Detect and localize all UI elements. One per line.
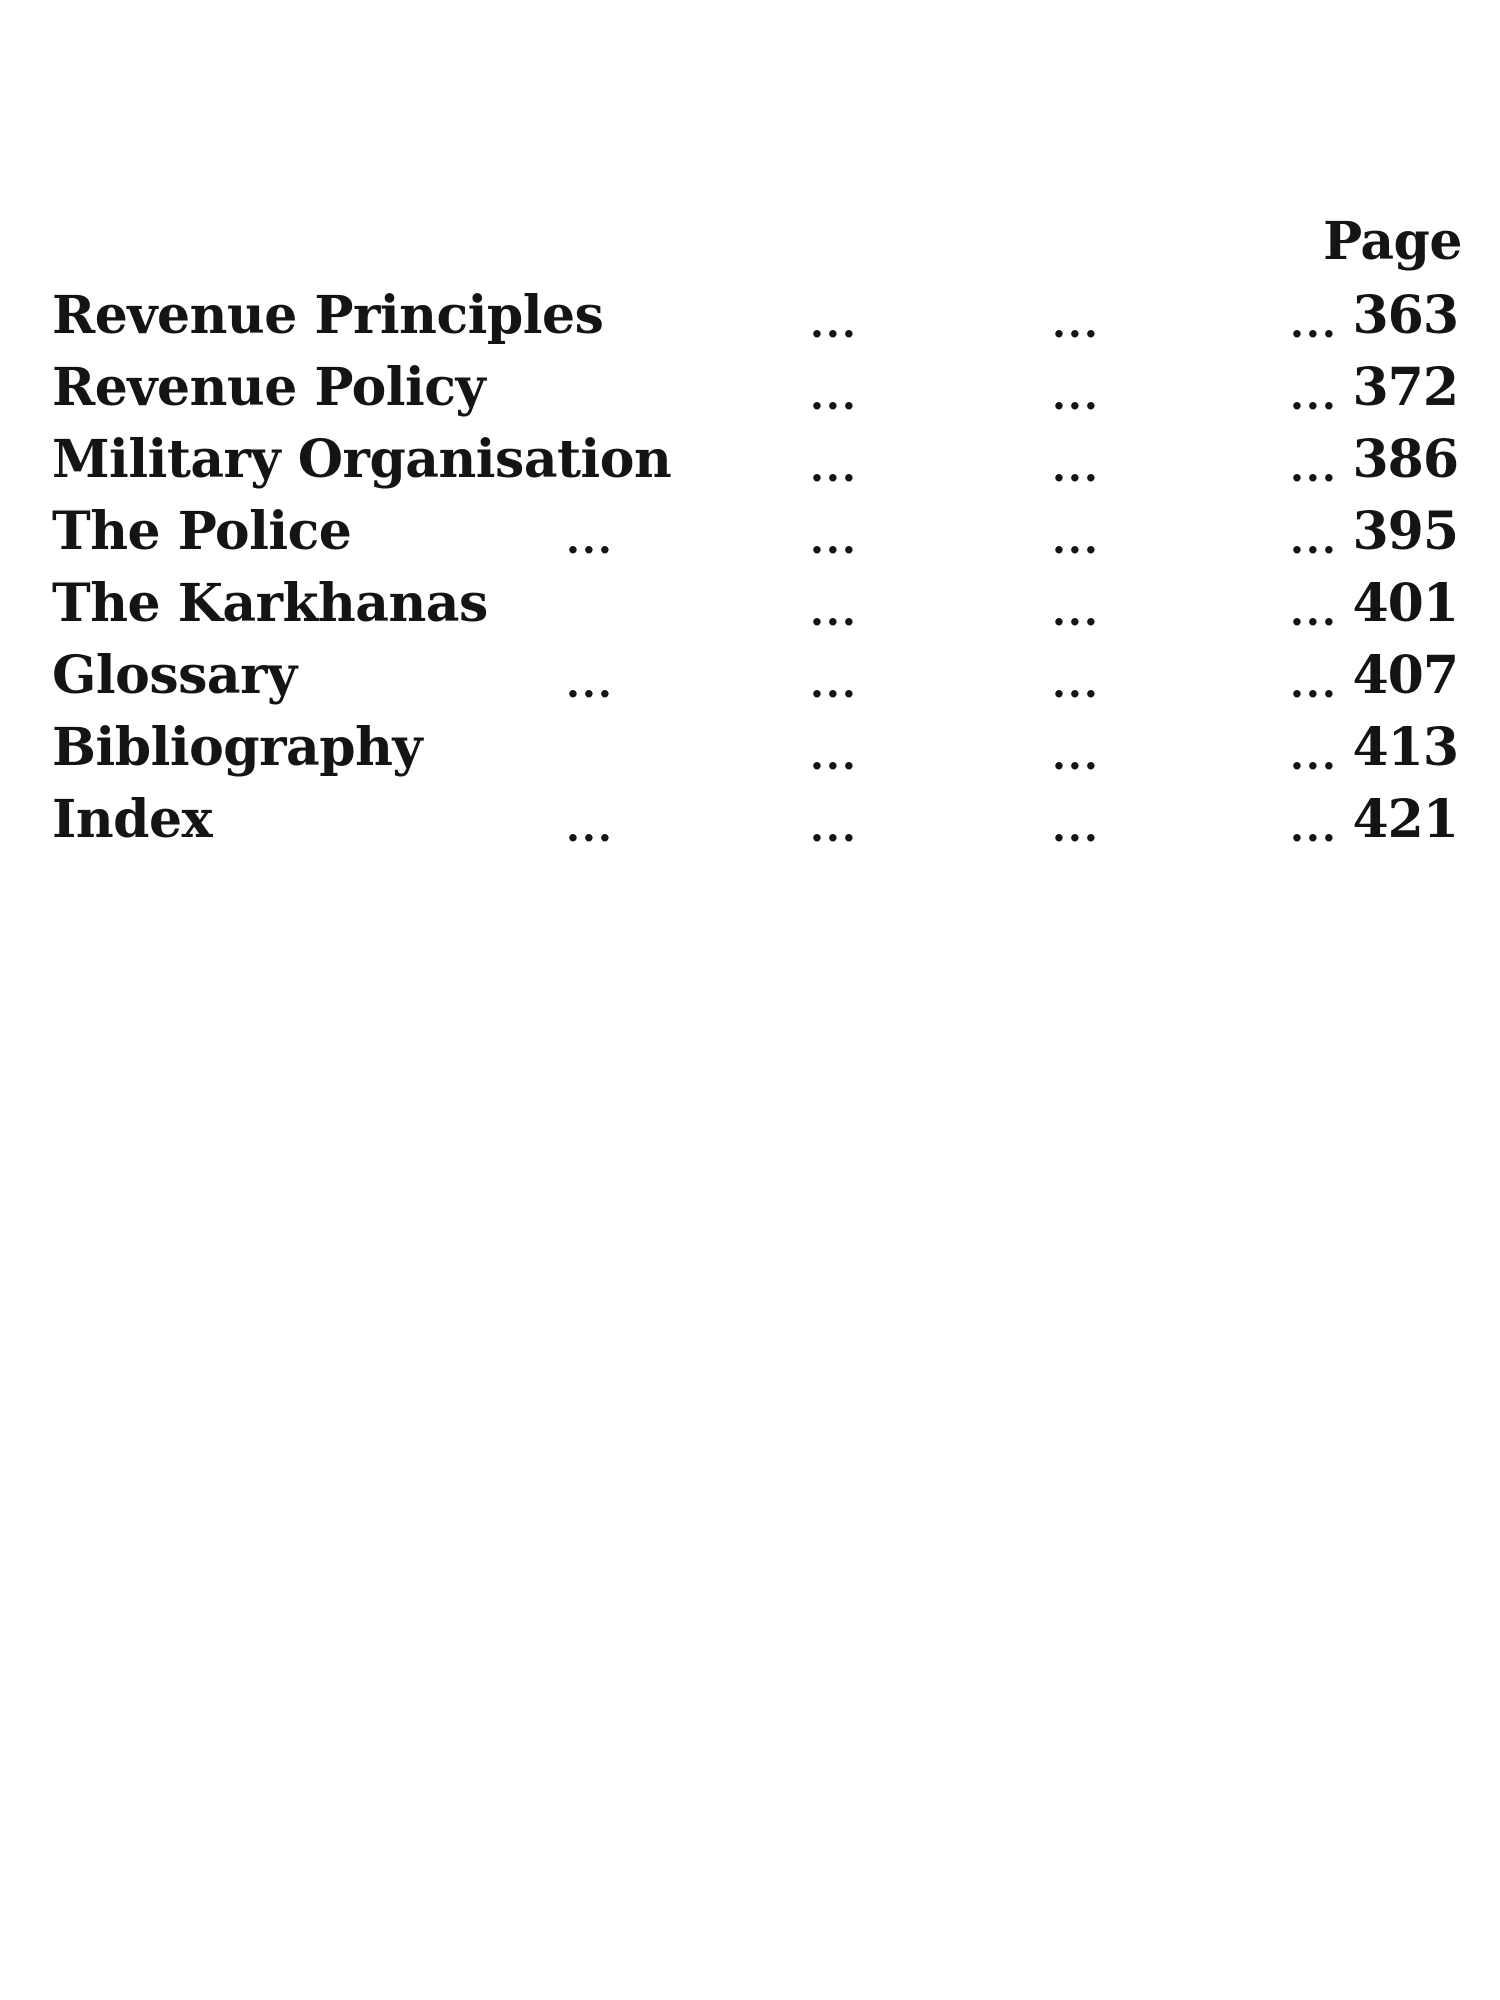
toc-entry-page-number: 372 [1352,357,1458,418]
toc-entry-title: The Police [52,501,352,562]
dot-leader: ... [1290,516,1338,563]
toc-entry-page-number: 413 [1352,717,1458,778]
dot-leader: ... [1290,300,1338,347]
dot-leader: ... [566,660,614,707]
dot-leader: ... [566,804,614,851]
dot-leader: ... [1052,588,1100,635]
dot-leader: ... [1052,444,1100,491]
toc-entry-title: Glossary [52,645,297,706]
dot-leader: ... [1290,804,1338,851]
dot-leader: ... [1290,732,1338,779]
toc-entry-page-number: 401 [1352,573,1458,634]
toc-entry [0,640,1500,712]
dot-leader: ... [810,804,858,851]
dot-leader: ... [1052,732,1100,779]
toc-entry [0,712,1500,784]
dot-leader: ... [810,732,858,779]
toc-entry-page-number: 363 [1352,285,1458,346]
page-column-heading: Page [1323,211,1462,272]
toc-entry [0,496,1500,568]
toc-entry-title: Revenue Policy [52,357,486,418]
dot-leader: ... [1290,372,1338,419]
dot-leader: ... [810,300,858,347]
dot-leader: ... [1052,300,1100,347]
toc-entry-page-number: 421 [1352,789,1458,850]
dot-leader: ... [810,516,858,563]
dot-leader: ... [1052,660,1100,707]
dot-leader: ... [810,372,858,419]
toc-entry [0,280,1500,352]
dot-leader: ... [566,516,614,563]
toc-entry-title: Index [52,789,213,850]
toc-entry-title: Bibliography [52,717,423,778]
toc-entry [0,784,1500,856]
toc-entry-title: Military Organisation [52,429,672,490]
dot-leader: ... [1052,516,1100,563]
toc-entry [0,568,1500,640]
toc-entry-title: The Karkhanas [52,573,488,634]
dot-leader: ... [1052,372,1100,419]
dot-leader: ... [810,660,858,707]
dot-leader: ... [1052,804,1100,851]
toc-entry-page-number: 407 [1352,645,1458,706]
dot-leader: ... [1290,660,1338,707]
dot-leader: ... [1290,588,1338,635]
toc-entry-title: Revenue Principles [52,285,604,346]
dot-leader: ... [810,444,858,491]
dot-leader: ... [810,588,858,635]
toc-entry [0,352,1500,424]
dot-leader: ... [1290,444,1338,491]
toc-entry-page-number: 395 [1352,501,1458,562]
toc-entry [0,424,1500,496]
toc-entry-page-number: 386 [1352,429,1458,490]
